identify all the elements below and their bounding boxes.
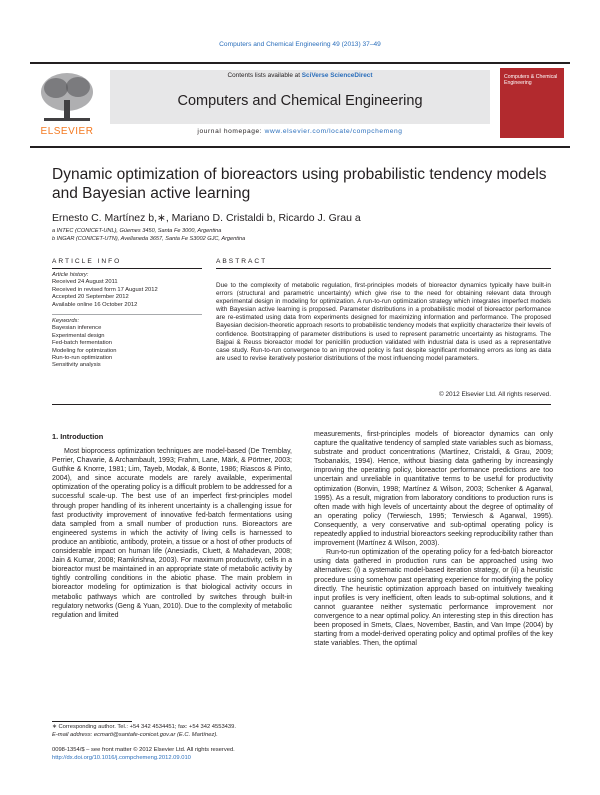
header-bottom-rule [30,146,570,148]
cover-title: Computers & Chemical Engineering [504,74,558,86]
journal-homepage-line [110,128,490,135]
history-online: Available online 16 October 2012 [52,301,138,308]
contents-available-line [110,72,490,79]
keyword: Sensitivity analysis [52,362,101,369]
issn-line: 0098-1354/$ – see front matter © 2012 Elsevier Ltd. All rights reserved. [52,747,235,753]
paragraph: Most bioprocess optimization techniques are model-based (De Tremblay, Perrier, Chavarie, & Archambault, 1993; Frahm, Lane, Märk, & Pörtner, 2003; Guthke & Knorre, 1981; Lim, Tayeb, Modak, & Bonte, 1986; Riascos & Pinto, 2004), and since accurate models are rarely available, experimental optimization of the operating policy is a difficult problem to be addressed for a successful scale-up. The best use of an imperfect first-principles model through proper handling of its inherent uncertainty is a challenging issue for fast productivity improvement of innovative fed-batch fermentations using data sampled from a small number of production runs. Bioreactors are engineered systems in which the activity of living cells is harnessed to produce an antibiotic, antibody, protein, a tissue or a host of other products of considerable impact on human life (Anesiadis, Cluett, & Mahadevan, 2008; Jain & Kumar, 2008; Ramkrishna, 2003). For maximum productivity, cells in a bioreactor must be maintained in an appropriate state of metabolic activity by tightly controlling conditions in the abiotic phase. The main problem in bioreactor modeling for optimization is that biological activity occurs in metabolic pathways which are controlled by switches through built-in regulatory networks (Geng & Yuan, 2010). Due to the complexity of metabolic regulation and limited [52,448,292,619]
article-info-rule [52,268,202,269]
history-revised: Received in revised form 17 August 2012 [52,286,158,293]
article-info-label: ARTICLE INFO [52,258,122,265]
journal-reference[interactable]: Computers and Chemical Engineering 49 (2013) 37–49 [219,41,381,48]
journal-name: Computers and Chemical Engineering [177,93,423,109]
abstract-label: ABSTRACT [216,258,268,265]
keyword: Run-to-run optimization [52,355,113,362]
affiliation-b: b INGAR (CONICET-UTN), Avellaneda 3657, Santa Fe S3002 GJC, Argentina [52,236,246,242]
author-list: Ernesto C. Martínez b,∗, Mariano D. Cristaldi b, Ricardo J. Grau a [52,212,361,224]
abstract-copyright: © 2012 Elsevier Ltd. All rights reserved. [439,391,551,398]
header-top-rule [30,62,570,64]
keyword: Fed-batch fermentation [52,340,112,347]
paragraph: measurements, first-principles models of bioreactor dynamics can only capture the qualitative tendency of sampled state variables such as biomass, substrate and product concentrations (Martínez, Cristaldi, & Grau, 2009; Tsobanakis, 1994). Hence, without biasing data gathering by increasingly improving the operating policy, bioreactor performance predictions are too uncertain and unreliable in quantitative terms to be useful for productivity optimization (Bonvin, 1998; Martínez & Wilson, 2003; Schenker & Agarwal, 1995). As a result, migration from laboratory conditions to production runs is often made with high levels of uncertainty about the degree of optimality of an operating policy (Terwiesch, 1995; Terwiesch & Agarwal, 1995). Consequently, a very conservative and sub-optimal operating policy is repeatedly applied to industrial bioreactors seeking reproducibility rather than improvement (Martínez & Wilson, 2003). [314,431,553,548]
footnote-corresponding: ∗ Corresponding author. Tel.: +54 342 4534451; fax: +54 342 4553439. [52,724,236,730]
history-received: Received 24 August 2011 [52,279,118,286]
affiliation-a: a INTEC (CONICET-UNL), Güemes 3450, Santa Fe 3000, Argentina [52,228,222,234]
keyword: Bayesian inference [52,325,102,332]
abstract-rule [216,268,551,269]
left-column [52,447,292,620]
article-history [52,272,202,309]
article-title: Dynamic optimization of bioreactors using probabilistic tendency models and Bayesian active learning [52,166,547,202]
right-column [314,430,553,648]
keywords-label: Keywords: [52,318,80,324]
keywords-block [52,318,202,370]
homepage-prefix: journal homepage: [197,128,265,135]
keywords-rule [52,314,202,315]
publisher-name: ELSEVIER [40,126,94,137]
keyword: Experimental design [52,332,105,339]
keyword: Modeling for optimization [52,347,117,354]
footnote-rule [52,721,132,722]
sciverse-link[interactable]: SciVerse ScienceDirect [301,72,373,79]
contents-prefix: Contents lists available at [227,72,302,79]
footnote-email[interactable]: E-mail address: ecmarti@santafe-conicet.gov.ar (E.C. Martínez). [52,732,218,738]
abstract-bottom-rule [52,404,551,405]
history-label: Article history: [52,272,89,278]
history-accepted: Accepted 20 September 2012 [52,294,129,301]
homepage-link[interactable]: www.elsevier.com/locate/compchemeng [264,128,403,135]
doi-link[interactable]: http://dx.doi.org/10.1016/j.compchemeng.2012.09.010 [52,755,191,761]
abstract-text: Due to the complexity of metabolic regulation, first-principles models of bioreactor dynamics typically have built-in errors (structural and parametric uncertainty) which give rise to the need for obtaining relevant data through experimental design in modeling for optimization. A run-to-run optimization strategy which integrates imperfect models with Bayesian active learning is proposed. Parameter distributions in a probabilistic model of bioreactor performance are re-estimated using data from experiments designed for maximizing information and performance. The proposed Bayesian decision-theoretic approach resorts to probabilistic tendency models that explicitly characterize their levels of confidence. Bootstrapping of parameter distributions is used to represent parametric uncertainty as histograms. The Bajpai & Reuss bioreactor model for penicillin production validated with industrial data is used as a representative case study. Run-to-run convergence to an improved policy is fast despite significant modeling errors as long as data are used to revise iteratively posterior distributions of the most influencing model parameters. [216,282,551,362]
paragraph: Run-to-run optimization of the operating policy for a fed-batch bioreactor using data gathered in production runs can be approached using two alternatives: (i) a systematic model-based iteration strategy, or (ii) a heuristic procedure using somehow past operating experience for modifying the policy directly. The heuristic optimization approach based on intuitively tweaking input profiles is very inefficient, often leads to sub-optimal solutions, and it cannot guarantee neither systematic performance improvement nor convergence to a near optimal policy. An interesting step in this direction has been proposed in Smets, Claes, November, Bastin, and Van Impe (2004) by starting from a model-derived operating policy and optimal profiles of the key state variables. Then, the optimal [314,549,553,648]
section-heading-introduction: 1. Introduction [52,432,104,441]
